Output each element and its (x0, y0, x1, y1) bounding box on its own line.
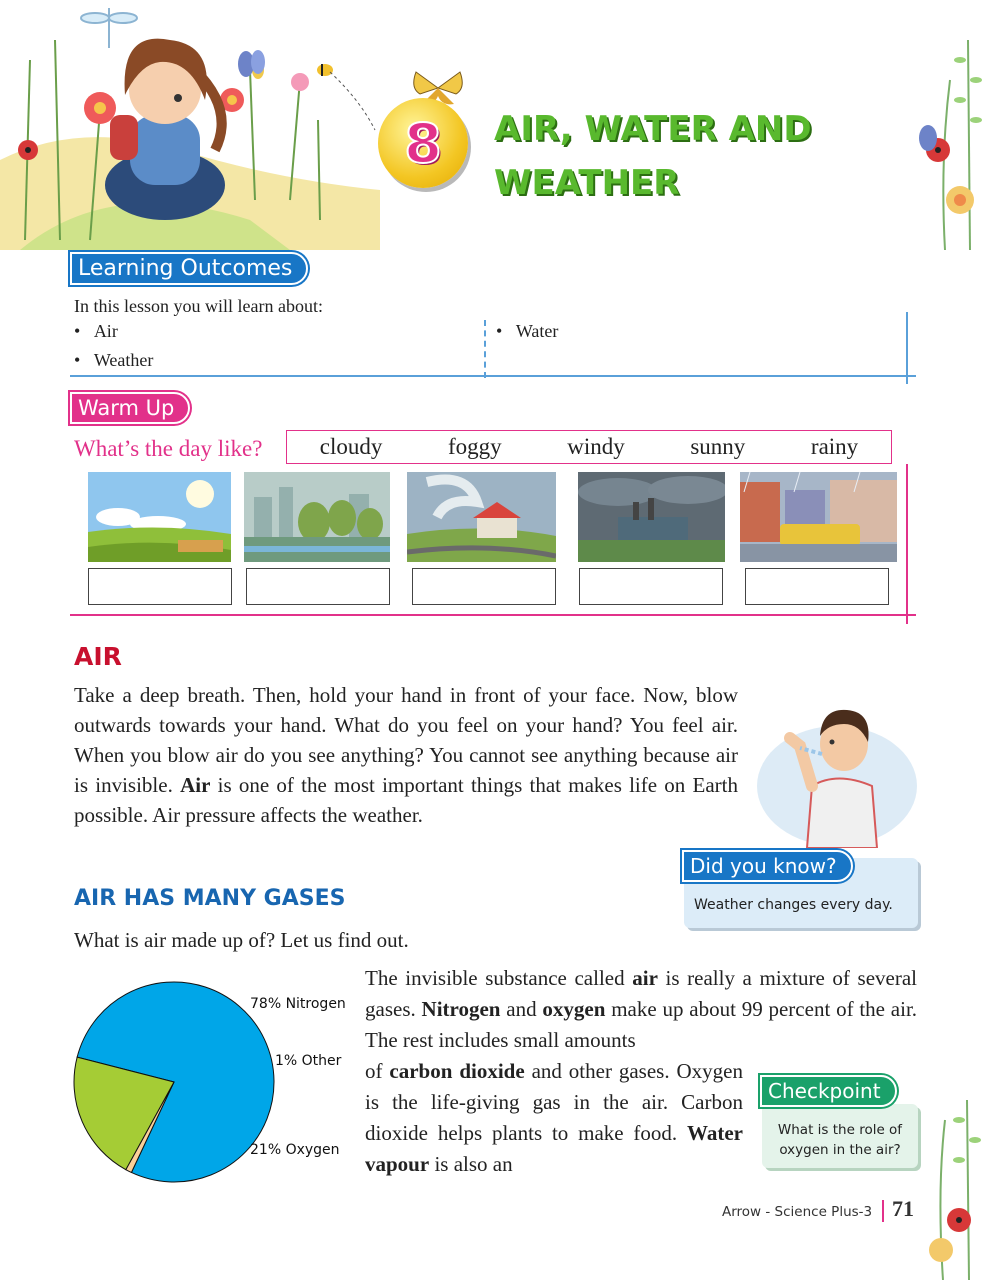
air-paragraph: Take a deep breath. Then, hold your hand in front of your face. Now, blow outwards towards your hand. What do you feel on your hand? You feel air. When you blow air do you see anything? You cannot see anything because air is invisible. Air is one of the most important things that makes life on Earth possible. Air pressure affects the weather. (74, 683, 739, 827)
boy-blowing-illustration (752, 676, 918, 848)
footer-separator (882, 1200, 884, 1222)
answer-box-2[interactable] (246, 568, 390, 605)
answer-box-3[interactable] (412, 568, 556, 605)
footer-book-title: Arrow - Science Plus-3 (722, 1204, 873, 1220)
cloudy-scene-image (578, 472, 725, 562)
pie-label-other: 1% Other (275, 1053, 342, 1069)
word-rainy: rainy (810, 434, 859, 459)
sunny-scene-image (88, 472, 231, 562)
gases-question: What is air made up of? Let us find out. (74, 928, 409, 952)
outcome-bullet-weather: • Weather (74, 350, 154, 370)
windy-scene-image (407, 472, 556, 562)
gases-heading: AIR HAS MANY GASES (74, 886, 346, 911)
learning-outcomes-vrule (906, 312, 908, 384)
girl-flowers-illustration (0, 0, 380, 250)
rainy-scene-image (740, 472, 897, 562)
outcome-bullet-air: • Air (74, 321, 118, 341)
learning-outcomes-intro: In this lesson you will learn about: (74, 296, 323, 316)
outcome-divider (484, 320, 486, 378)
answer-box-4[interactable] (579, 568, 723, 605)
chapter-number: 8 (404, 111, 442, 175)
pie-label-nitrogen: 78% Nitrogen (250, 996, 346, 1012)
foggy-scene-image (244, 472, 390, 562)
warm-up-rule (70, 614, 916, 616)
did-you-know-label: Did you know? (682, 850, 853, 882)
learning-outcomes-rule (70, 375, 916, 377)
air-heading: AIR (74, 642, 122, 671)
word-bank (286, 430, 892, 464)
checkpoint-label: Checkpoint (760, 1075, 897, 1107)
warm-up-vrule (906, 464, 908, 624)
page-number: 71 (892, 1196, 914, 1221)
word-windy: windy (567, 434, 625, 459)
chapter-number-badge (378, 98, 468, 188)
chapter-title (494, 102, 834, 210)
learning-outcomes-label: Learning Outcomes (70, 252, 308, 285)
corner-flowers-bottom-illustration (915, 1090, 989, 1280)
gases-paragraph-2: of carbon dioxide and other gases. Oxygen is the life-giving gas in the air. Carbon dioxide helps plants to make food. Water vapour is also an (365, 1059, 743, 1176)
gases-paragraph-1: The invisible substance called air is really a mixture of several gases. Nitrogen and oxygen make up about 99 percent of the air. The rest includes small amounts (365, 966, 918, 1052)
word-foggy: foggy (448, 434, 502, 459)
chapter-title-line-2: WEATHER (494, 163, 680, 203)
did-you-know-text: Weather changes every day. (694, 897, 893, 913)
warm-up-question: What’s the day like? (74, 436, 263, 461)
air-composition-pie-chart (70, 978, 350, 1184)
warm-up-label: Warm Up (70, 392, 190, 424)
answer-box-1[interactable] (88, 568, 232, 605)
answer-box-5[interactable] (745, 568, 889, 605)
corner-flowers-illustration (910, 20, 989, 250)
word-sunny: sunny (690, 434, 746, 459)
chapter-title-line-1: AIR, WATER AND (494, 109, 812, 149)
pie-label-oxygen: 21% Oxygen (250, 1142, 340, 1158)
word-cloudy: cloudy (319, 434, 383, 459)
checkpoint-text: What is the role of oxygen in the air? (777, 1122, 903, 1158)
outcome-bullet-water: • Water (496, 321, 559, 341)
